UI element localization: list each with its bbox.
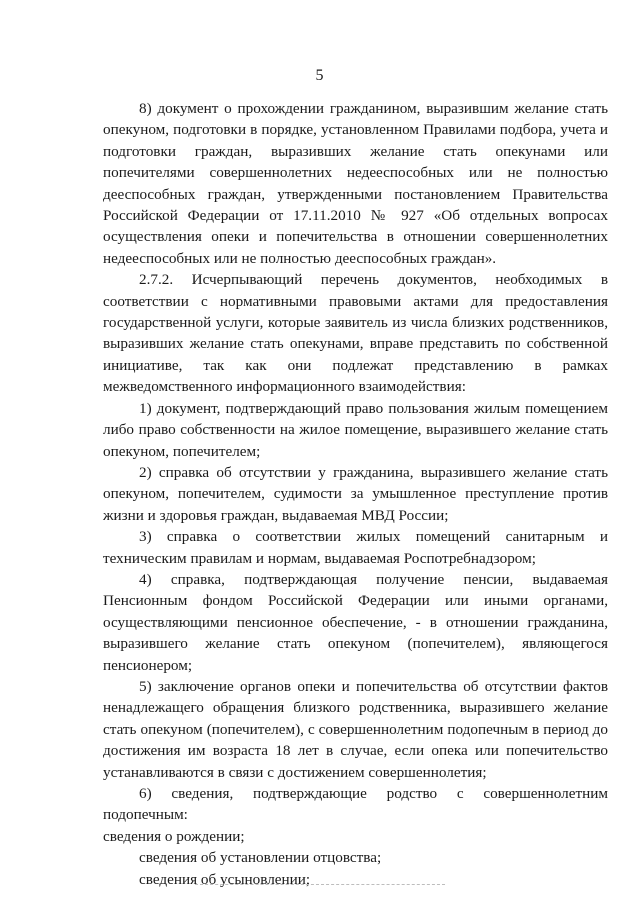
page-number: 5 bbox=[315, 67, 324, 84]
paragraph-item-8: 8) документ о прохождении гражданином, выразившим желание стать опекуном, подготовки в порядке, установленном Правилами подбора, учета и подготовки граждан, выразивших желание стать опекунами или попечителями совершеннолетних недееспособных или не полностью дееспособных граждан, утвержденными постановлением Правительства Российской Федерации от 17.11.2010 № 927 «Об отдельных вопросах осуществления опеки и попечительства в отношении совершеннолетних недееспособных или не полностью дееспособных граждан». bbox=[103, 100, 608, 267]
list-item-6: 6) сведения, подтверждающие родство с совершеннолетним подопечным: bbox=[103, 785, 608, 824]
list-item-4: 4) справка, подтверждающая получение пенсии, выдаваемая Пенсионным фондом Российской Федерации или иными органами, осуществляющими пенсионное обеспечение, - в отношении гражданина, выразившего желание стать опекуном (попечителем), являющегося пенсионером; bbox=[103, 570, 608, 674]
list-item-5: 5) заключение органов опеки и попечительства об отсутствии фактов ненадлежащего обращения близкого родственника, выразившего желание стать опекуном (попечителем), с совершеннолетним подопечным в период до достижения им возраста 18 лет в случае, если опека или попечительство устанавливаются в связи с достижением совершеннолетия; bbox=[103, 677, 608, 781]
sub-item-birth: сведения о рождении; bbox=[103, 827, 245, 845]
list-item-3: 3) справка о соответствии жилых помещений санитарным и техническим правилам и нормам, выдаваемая Роспотребнадзором; bbox=[103, 528, 608, 567]
list-item-2: 2) справка об отсутствии у гражданина, выразившего желание стать опекуном, попечителем, судимости за умышленное преступление против жизни и здоровья граждан, выдаваемая МВД России; bbox=[103, 463, 608, 524]
sub-item-paternity: сведения об установлении отцовства; bbox=[139, 849, 382, 867]
paragraph-2-7-2: 2.7.2. Исчерпывающий перечень документов, необходимых в соответствии с нормативными правовыми актами для предоставления государственной услуги, которые заявитель из числа близких родственников, выразивших желание стать опекунами, вправе представить по собственной инициативе, так как они подлежат представлению в рамках межведомственного информационного взаимодействия: bbox=[103, 271, 608, 396]
sub-item-adoption: сведения об усыновлении; bbox=[139, 870, 311, 888]
footer-divider bbox=[195, 884, 445, 885]
document-body bbox=[103, 98, 608, 890]
list-item-1: 1) документ, подтверждающий право пользования жилым помещением либо право собственности на жилое помещение, выразившего желание стать опекуном, попечителем; bbox=[103, 399, 608, 460]
